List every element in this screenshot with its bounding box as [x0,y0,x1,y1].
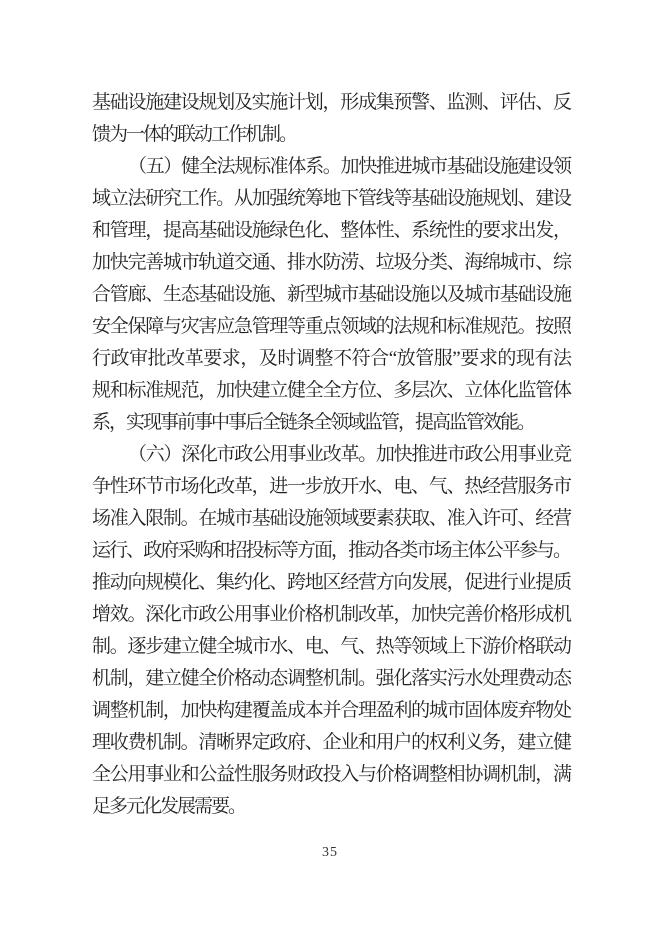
text-line: 规和标准规范，加快建立健全全方位、多层次、立体化监管体 [92,380,570,401]
text-line: 增效。深化市政公用事业价格机制改革，加快完善价格形成机 [92,604,570,625]
text-line: 行政审批改革要求，及时调整不符合“放管服”要求的现有法 [92,348,570,369]
text-line: 系，实现事前事中事后全链条全领域监管，提高监管效能。 [92,412,535,433]
text-line: 合管廊、生态基础设施、新型城市基础设施以及城市基础设施 [92,284,570,305]
text-line: 足多元化发展需要。 [92,796,246,817]
text-line: 全公用事业和公益性服务财政投入与价格调整相协调机制，满 [92,764,570,785]
text-line: 加快完善城市轨道交通、排水防涝、垃圾分类、海绵城市、综 [92,252,570,273]
text-line: 调整机制，加快构建覆盖成本并合理盈利的城市固体废弃物处 [92,700,570,721]
text-line: 场准入限制。在城市基础设施领域要素获取、准入许可、经营 [92,508,570,529]
text-line: （六）深化市政公用事业改革。加快推进市政公用事业竞 [128,444,570,465]
text-line: 域立法研究工作。从加强统筹地下管线等基础设施规划、建设 [92,188,570,209]
text-line: 争性环节市场化改革，进一步放开水、电、气、热经营服务市 [92,476,570,497]
text-line: 推动向规模化、集约化、跨地区经营方向发展，促进行业提质 [92,572,570,593]
text-line: 制。逐步建立健全城市水、电、气、热等领域上下游价格联动 [92,636,570,657]
body-text [92,87,570,823]
text-line: 运行、政府采购和招投标等方面，推动各类市场主体公平参与。 [92,540,570,561]
text-line: 机制，建立健全价格动态调整机制。强化落实污水处理费动态 [92,668,570,689]
text-line: （五）健全法规标准体系。加快推进城市基础设施建设领 [128,156,570,177]
text-line: 理收费机制。清晰界定政府、企业和用户的权利义务，建立健 [92,732,570,753]
text-line: 安全保障与灾害应急管理等重点领域的法规和标准规范。按照 [92,316,570,337]
page-number: 35 [322,845,338,860]
text-line: 基础设施建设规划及实施计划，形成集预警、监测、评估、反 [92,92,570,113]
text-line: 馈为一体的联动工作机制。 [92,124,297,145]
text-line: 和管理，提高基础设施绿色化、整体性、系统性的要求出发， [92,220,570,241]
